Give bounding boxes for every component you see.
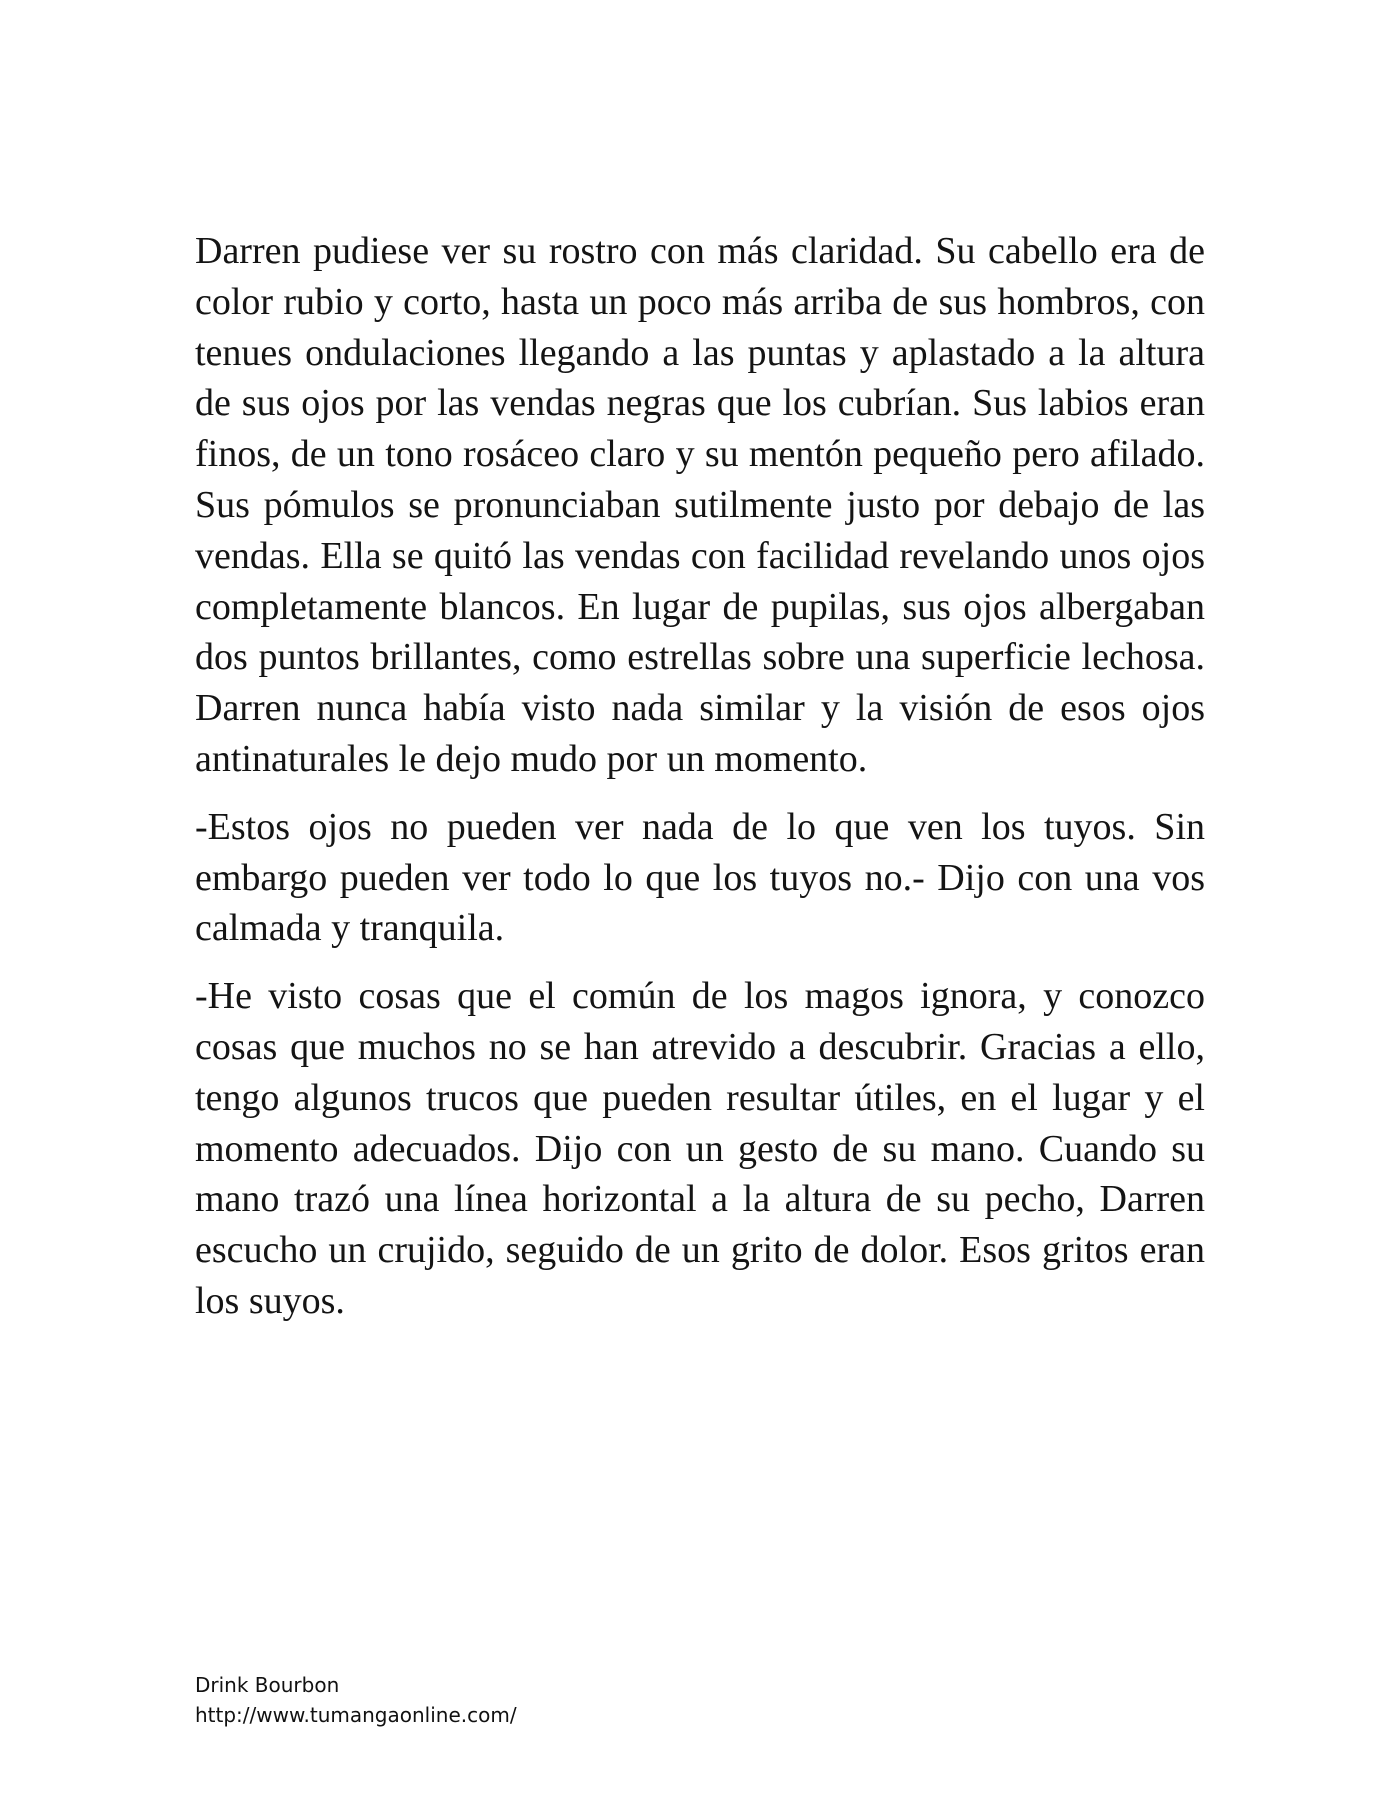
- paragraph-2: -Estos ojos no pueden ver nada de lo que ven los tuyos. Sin embargo pueden ver todo lo que los tuyos no.- Dijo con una vos calmada y tranquila.: [195, 805, 1205, 950]
- document-body: [195, 226, 1205, 1344]
- paragraph-1: Darren pudiese ver su rostro con más claridad. Su cabello era de color rubio y corto, hasta un poco más arriba de sus hombros, con tenues ondulaciones llegando a las puntas y aplastado a la altura de sus ojos por las vendas negras que los cubrían. Sus labios eran finos, de un tono rosáceo claro y su mentón pequeño pero afilado. Sus pómulos se pronunciaban sutilmente justo por debajo de las vendas. Ella se quitó las vendas con facilidad revelando unos ojos completamente blancos. En lugar de pupilas, sus ojos albergaban dos puntos brillantes, como estrellas sobre una superficie lechosa. Darren nunca había visto nada similar y la visión de esos ojos antinaturales le dejo mudo por un momento.: [195, 230, 1205, 780]
- footer-url: http://www.tumangaonline.com/: [195, 1703, 517, 1727]
- page-footer: [195, 1670, 517, 1730]
- paragraph-3: -He visto cosas que el común de los magos ignora, y conozco cosas que muchos no se han atrevido a descubrir. Gracias a ello, tengo algunos trucos que pueden resultar útiles, en el lugar y el momento adecuados. Dijo con un gesto de su mano. Cuando su mano trazó una línea horizontal a la altura de su pecho, Darren escucho un crujido, seguido de un grito de dolor. Esos gritos eran los suyos.: [195, 975, 1205, 1322]
- footer-author: Drink Bourbon: [195, 1673, 340, 1697]
